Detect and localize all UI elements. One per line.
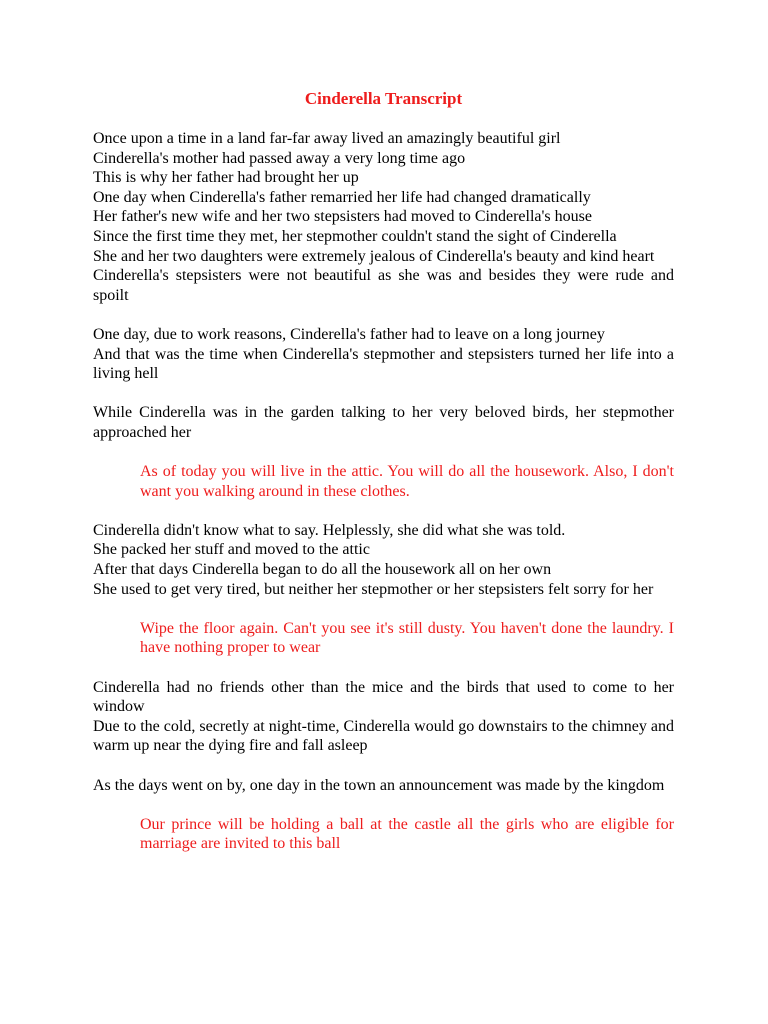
paragraph xyxy=(93,403,674,442)
paragraph xyxy=(93,678,674,756)
text-line: Cinderella's stepsisters were not beautiful as she was and besides they were rude and spoilt xyxy=(93,267,674,304)
text-line: After that days Cinderella began to do all the housework all on her own xyxy=(93,561,552,579)
document-title: Cinderella Transcript xyxy=(304,89,463,108)
text-line: Cinderella had no friends other than the mice and the birds that used to come to her window xyxy=(93,678,674,716)
text-line: Cinderella's mother had passed away a very long time ago xyxy=(93,149,466,167)
paragraph-gap xyxy=(93,599,674,619)
text-line: She used to get very tired, but neither her stepmother or her stepsisters felt sorry for her xyxy=(93,580,654,598)
paragraph-gap xyxy=(93,756,674,776)
text-line: Cinderella didn't know what to say. Helplessly, she did what she was told. xyxy=(93,521,566,539)
paragraph-gap xyxy=(93,501,674,521)
text-line: Since the first time they met, her stepmother couldn't stand the sight of Cinderella xyxy=(93,227,617,245)
dialogue-quote: Wipe the floor again. Can't you see it's still dusty. You haven't done the laundry. I have nothing proper to wear xyxy=(140,619,674,657)
text-line: Her father's new wife and her two stepsisters had moved to Cinderella's house xyxy=(93,208,592,226)
paragraph-gap xyxy=(93,305,674,325)
paragraph xyxy=(93,129,674,305)
text-line: While Cinderella was in the garden talking to her very beloved birds, her stepmother approached her xyxy=(93,404,674,441)
dialogue-quote: Our prince will be holding a ball at the castle all the girls who are eligible for marriage are invited to this ball xyxy=(140,815,674,853)
paragraph xyxy=(93,521,674,599)
paragraph-gap xyxy=(93,443,674,463)
paragraph xyxy=(93,325,674,384)
document-body xyxy=(93,129,674,854)
dialogue-quote: As of today you will live in the attic. You will do all the housework. Also, I don't want you walking around in these clothes. xyxy=(140,463,674,500)
text-line: As the days went on by, one day in the town an announcement was made by the kingdom xyxy=(93,776,665,794)
text-line: Once upon a time in a land far-far away lived an amazingly beautiful girl xyxy=(93,130,561,147)
text-line: And that was the time when Cinderella's stepmother and stepsisters turned her life into a living hell xyxy=(93,345,674,383)
paragraph-gap xyxy=(93,795,674,815)
text-line: She packed her stuff and moved to the attic xyxy=(93,541,370,559)
text-line: She and her two daughters were extremely jealous of Cinderella's beauty and kind heart xyxy=(93,247,655,265)
paragraph-gap xyxy=(93,384,674,404)
document-page xyxy=(93,88,674,854)
paragraph-gap xyxy=(93,658,674,678)
text-line: One day when Cinderella's father remarried her life had changed dramatically xyxy=(93,188,591,206)
text-line: This is why her father had brought her up xyxy=(93,169,359,187)
text-line: Due to the cold, secretly at night-time, Cinderella would go downstairs to the chimney and warm up near the dying fire and fall asleep xyxy=(93,717,674,755)
text-line: One day, due to work reasons, Cinderella's father had to leave on a long journey xyxy=(93,325,605,343)
paragraph xyxy=(93,776,674,796)
